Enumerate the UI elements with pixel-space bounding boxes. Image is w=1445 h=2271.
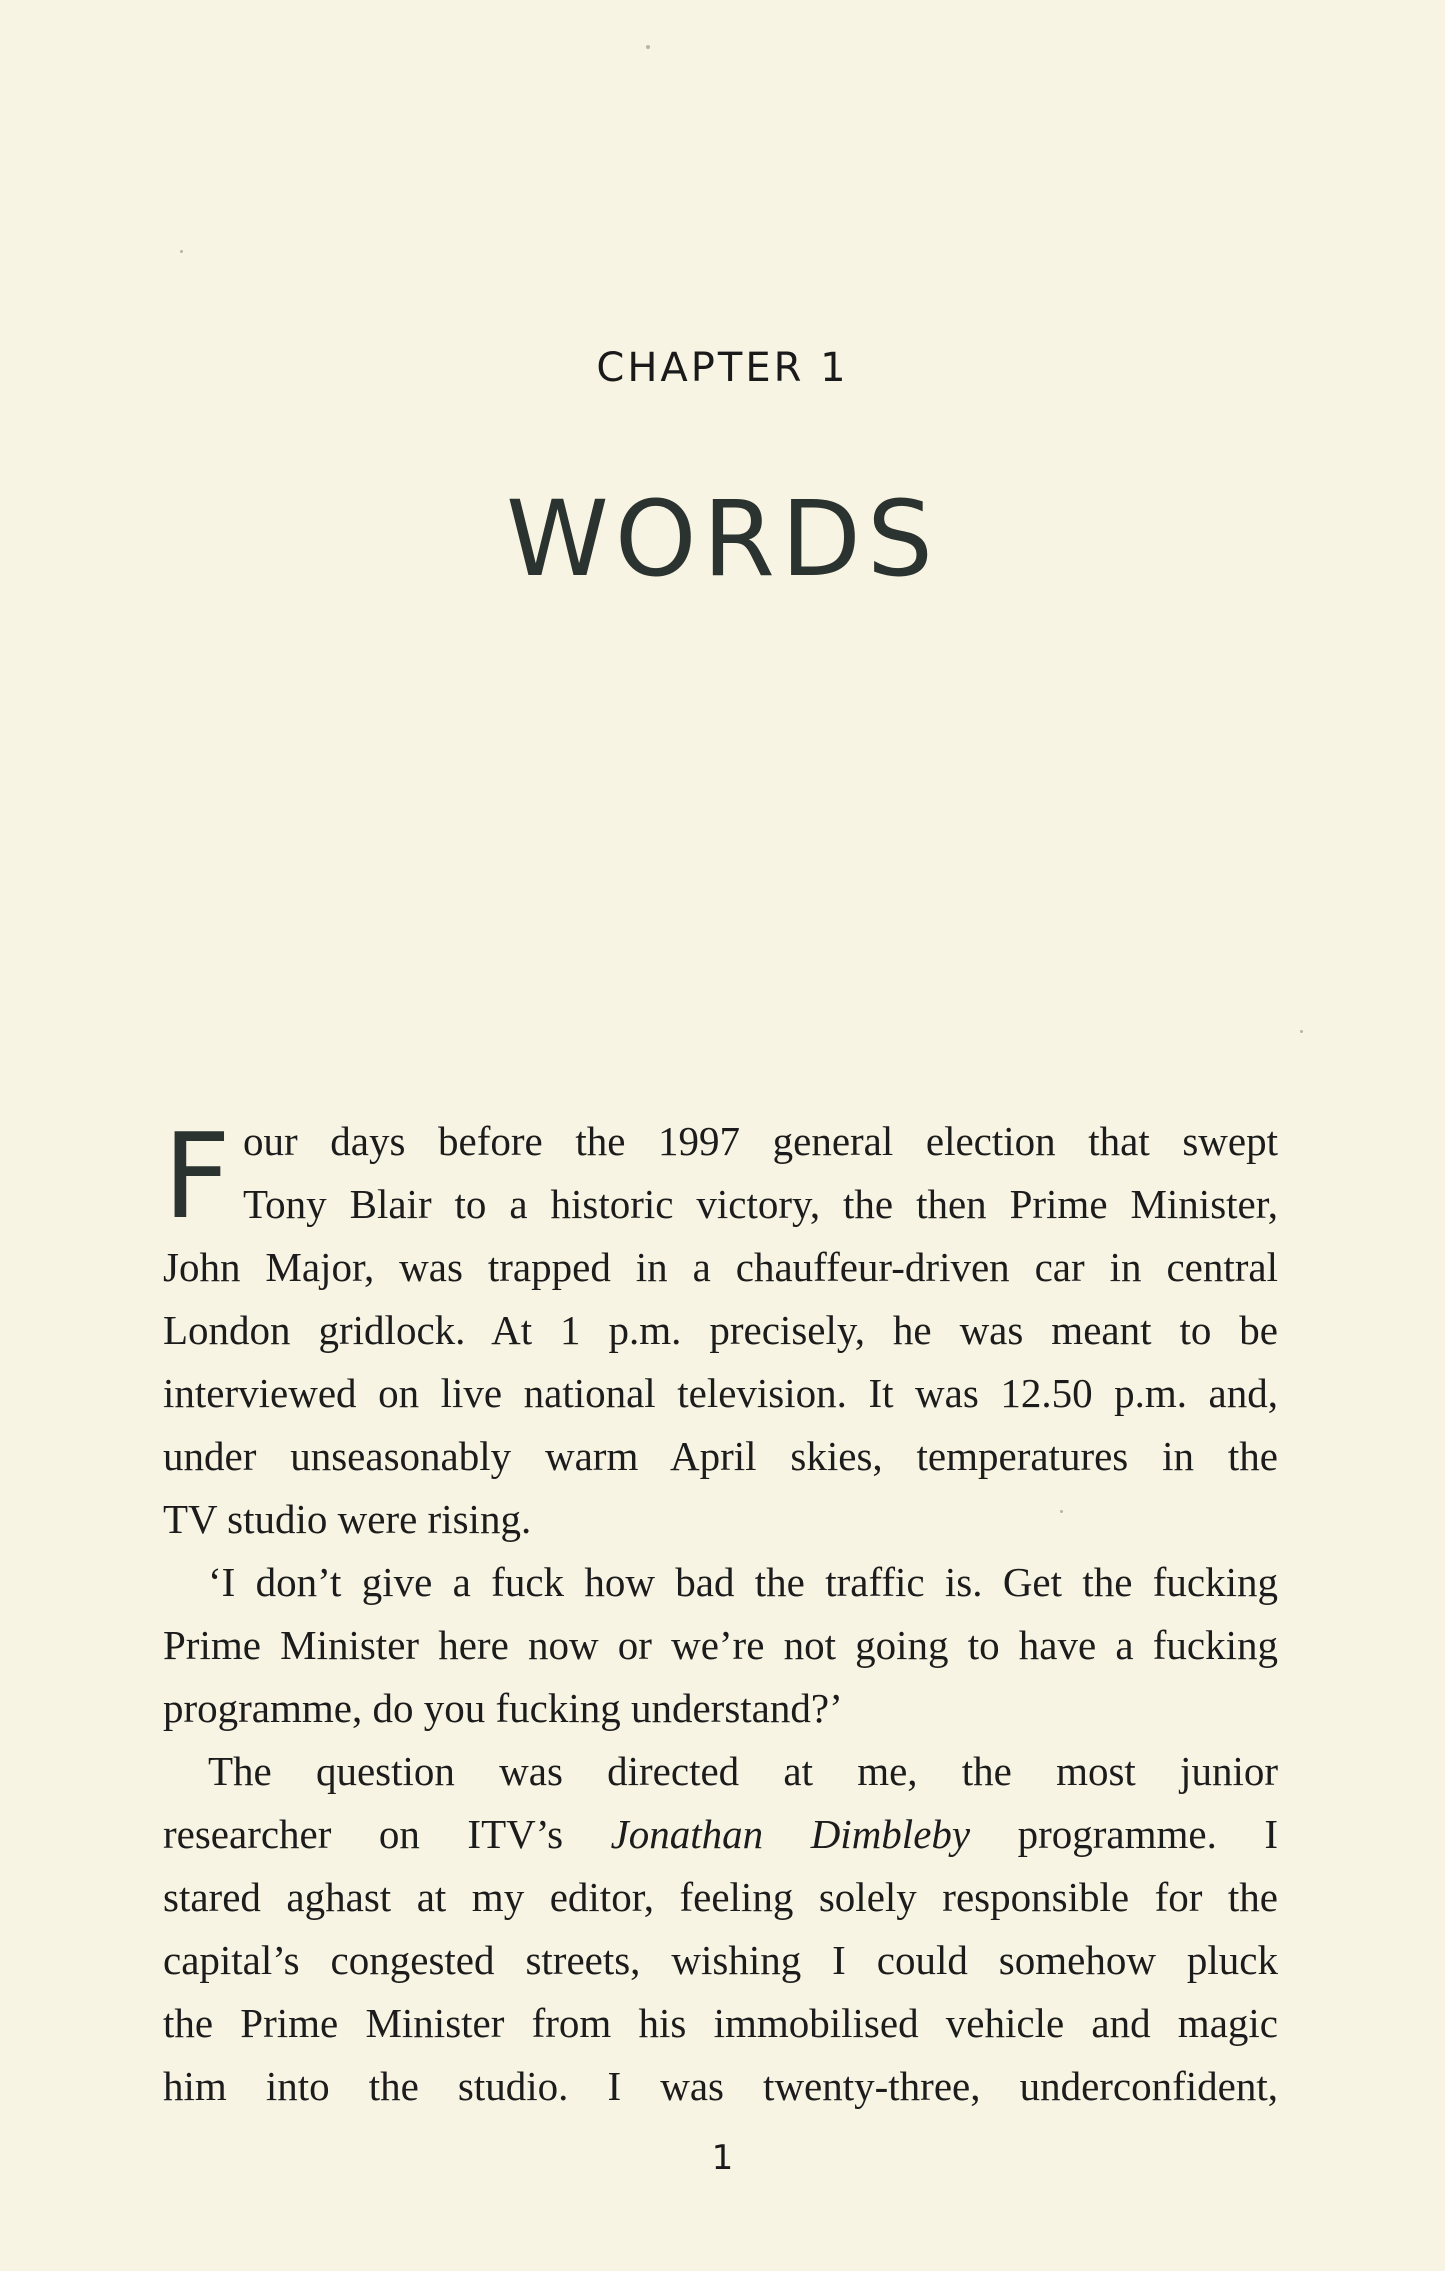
- paper-speck: [180, 250, 183, 253]
- text-segment: programme. I: [970, 1811, 1279, 1857]
- body-text: [163, 1107, 1279, 2118]
- paragraph-3: [163, 1740, 1278, 2118]
- paper-speck: [1060, 1510, 1063, 1513]
- text-line: programme, do you fucking understand?’: [163, 1685, 843, 1731]
- text-line: Prime Minister here now or we’re not going to have a fucking: [163, 1622, 1278, 1668]
- paper-speck: [646, 45, 650, 49]
- show-title: Jonathan Dimbleby: [610, 1811, 971, 1857]
- text-line: capital’s congested streets, wishing I could somehow pluck: [163, 1937, 1278, 1983]
- text-line: ‘I don’t give a fuck how bad the traffic is. Get the fucking: [208, 1559, 1278, 1605]
- paper-speck: [1300, 1030, 1303, 1033]
- text-line: interviewed on live national television. It was 12.50 p.m. and,: [163, 1370, 1278, 1416]
- text-line: Tony Blair to a historic victory, the then Prime Minister,: [243, 1181, 1278, 1227]
- text-line: The question was directed at me, the most junior: [208, 1748, 1278, 1794]
- chapter-label: CHAPTER 1: [596, 345, 849, 391]
- chapter-title: WORDS: [505, 478, 940, 600]
- drop-cap: F: [163, 1107, 231, 1245]
- paragraph-1: [163, 1107, 1278, 1551]
- page-number: 1: [711, 2138, 734, 2178]
- text-line: John Major, was trapped in a chauffeur-driven car in central: [163, 1244, 1278, 1290]
- paragraph-2: [163, 1551, 1278, 1740]
- text-line: TV studio were rising.: [163, 1496, 532, 1542]
- text-line: the Prime Minister from his immobilised vehicle and magic: [163, 2000, 1278, 2046]
- text-line: our days before the 1997 general election that swept: [243, 1118, 1278, 1164]
- text-line: London gridlock. At 1 p.m. precisely, he was meant to be: [163, 1307, 1278, 1353]
- text-line: stared aghast at my editor, feeling solely responsible for the: [163, 1874, 1278, 1920]
- text-line: [163, 1803, 1278, 1866]
- text-line: under unseasonably warm April skies, temperatures in the: [163, 1433, 1278, 1479]
- text-segment: researcher on ITV’s: [163, 1811, 611, 1857]
- text-line: him into the studio. I was twenty-three, underconfident,: [163, 2063, 1278, 2109]
